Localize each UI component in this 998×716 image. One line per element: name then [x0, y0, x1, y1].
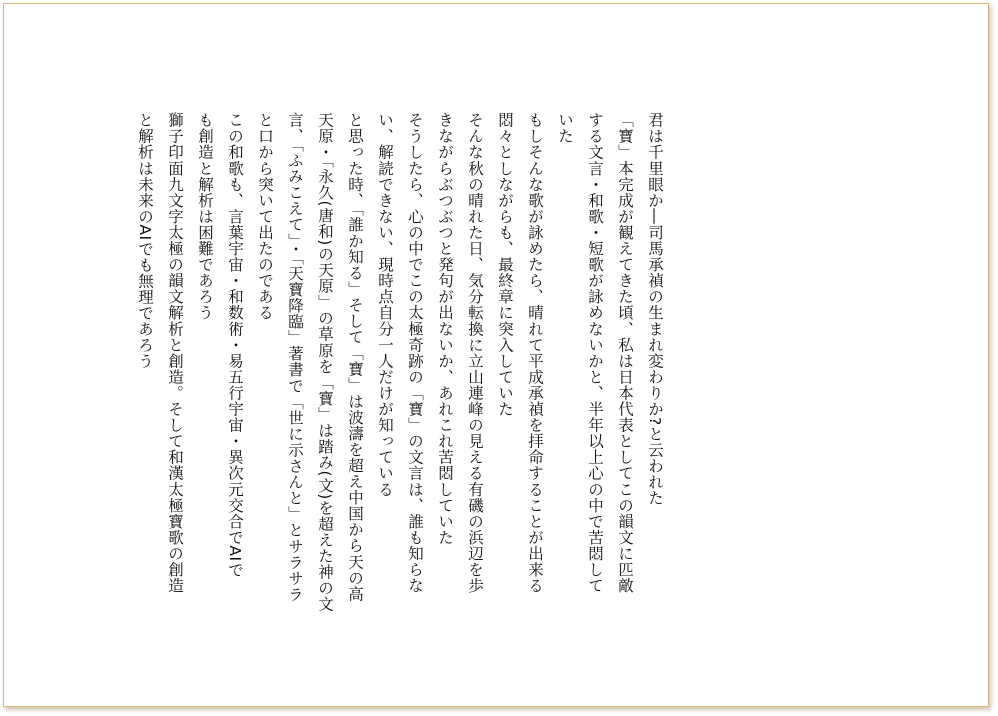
text-line: そうしたら、心の中でこの太極奇跡の「寶」の文言は、誰も知らな [406, 112, 424, 594]
text-line: 「寶」本完成が観えてきた頃、私は日本代表としてこの韻文に匹敵 [616, 112, 634, 594]
text-line: いた [556, 112, 574, 145]
text-line: 獅子印面九文字太極の韻文解析と創造。そして和漢太極寶歌の創造 [166, 112, 184, 594]
document-page [3, 3, 989, 707]
text-line: もしそんな歌が詠めたら、晴れて平成承禎を拝命することが出来る [526, 112, 544, 594]
text-line: きながらぶつぶつと発句が出ないか、あれこれ苦悶していた [436, 112, 454, 546]
text-line: 天原・「永久(唐和)の天原」の草原を「寶」は踏み(文)を超えた神の文 [316, 112, 334, 613]
vertical-text-body [130, 112, 670, 672]
text-line: する文言・和歌・短歌が詠めないかと、半年以上心の中で苦悶して [586, 112, 604, 594]
text-line: 君は千里眼か―司馬承禎の生まれ変わりか?と云われた [646, 112, 664, 506]
text-line: も創造と解析は困難であろう [196, 112, 214, 321]
text-line: 悶々としながらも、最終章に突入していた [496, 112, 514, 417]
text-line: と口から突いて出たのである [256, 112, 274, 321]
text-line: この和歌も、言葉宇宙・和数術・易五行宇宙・異次元交合でAIで [226, 112, 244, 578]
text-line: と思った時、「誰か知る」そして「寶」は波濤を超え中国から天の高 [346, 112, 364, 602]
text-line: と解析は未来のAIでも無理であろう [136, 112, 154, 370]
text-line: 言、「ふみこえて」・「天寶降臨」著書で「世に示さんと」とサラサラ [286, 112, 304, 603]
text-line: い、解読できない、現時点自分一人だけが知っている [376, 112, 394, 498]
text-line: そんな秋の晴れた日、気分転換に立山連峰の見える有磯の浜辺を歩 [466, 112, 484, 594]
